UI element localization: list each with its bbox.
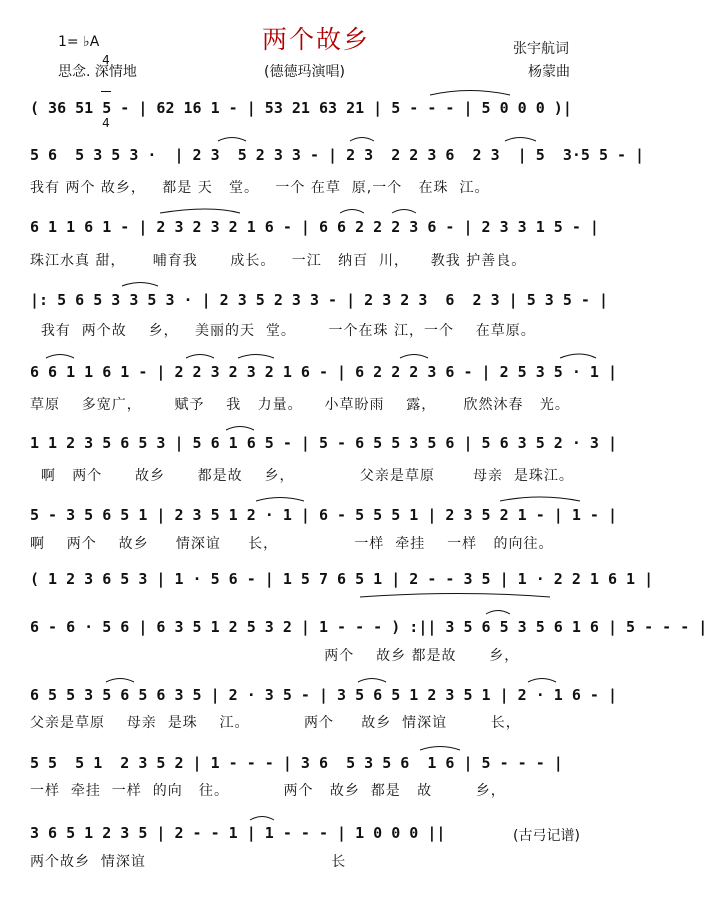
song-title: 两个故乡 (261, 25, 370, 54)
score-line-1-notes: ( 36 51 5 - | 62 16 1 - | 53 21 63 21 | 5 - - - | 5 0 0 0 )| (30, 99, 572, 117)
score-line-12-lyrics: 两个故乡 情深谊 长 (30, 854, 347, 870)
slur (486, 611, 510, 615)
slur (226, 427, 254, 431)
score-line-6-lyrics: 啊 两个 故乡 都是故 乡， 父亲是草原 母亲 是珠江。 (30, 468, 574, 484)
slur (340, 210, 364, 214)
slur (430, 91, 510, 96)
slur (500, 497, 580, 501)
composer-credit: 杨蒙曲 (528, 64, 570, 80)
score-line-10-lyrics: 父亲是草原 母亲 是珠 江。 两个 故乡 情深谊 长， (30, 715, 521, 731)
slur (250, 817, 274, 821)
slur (420, 747, 460, 751)
slur (505, 138, 536, 142)
score-line-4-lyrics: 我有 两个故 乡， 美丽的天 堂。 一个在珠 江，一个 在草原。 (30, 323, 536, 339)
score-line-11-notes: 5 5 5 1 2 3 5 2 | 1 - - - | 3 6 5 3 5 6 1 6 | 5 - - - | (30, 754, 563, 772)
score-line-11-lyrics: 一样 牵挂 一样 的向 往。 两个 故乡 都是 故 乡， (30, 783, 506, 799)
performer-credit: (德德玛演唱) (264, 64, 345, 80)
slur (560, 354, 596, 358)
slur (46, 355, 74, 359)
score-line-8-notes: ( 1 2 3 6 5 3 | 1 · 5 6 - | 1 5 7 6 5 1 | 2 - - 3 5 | 1 · 2 2 1 6 1 | (30, 570, 654, 588)
lyricist-credit: 张宇航词 (513, 41, 569, 57)
time-signature-top: 4 (102, 53, 110, 67)
volta-bracket (360, 594, 550, 598)
slur (358, 679, 386, 683)
score-line-3-lyrics: 珠江水真 甜， 哺育我 成长。 一江 纳百 川， 教我 护善良。 (30, 253, 527, 269)
score-line-5-notes: 6 6 1 1 6 1 - | 2 2 3 2 3 2 1 6 - | 6 2 2 2 3 6 - | 2 5 3 5 · 1 | (30, 363, 617, 381)
slur (350, 138, 374, 142)
score-line-9-notes: 6 - 6 · 5 6 | 6 3 5 1 2 5 3 2 | 1 - - - ) :|| 3 5 6 5 3 5 6 1 6 | 5 - - - | (30, 618, 707, 636)
slur (160, 209, 240, 213)
slur (256, 498, 304, 502)
score-line-3-notes: 6 1 1 6 1 - | 2 3 2 3 2 1 6 - | 6 6 2 2 2 3 6 - | 2 3 3 1 5 - | (30, 218, 599, 236)
transcriber-credit: (古弓记谱) (513, 828, 580, 844)
score-line-5-lyrics: 草原 多宽广， 赋予 我 力量。 小草盼雨 露， 欣然沐春 光。 (30, 397, 570, 413)
score-line-6-notes: 1 1 2 3 5 6 5 3 | 5 6 1 6 5 - | 5 - 6 5 5 3 5 6 | 5 6 3 5 2 · 3 | (30, 434, 617, 452)
score-line-2-notes: 5 6 5 3 5 3 · | 2 3 5 2 3 3 - | 2 3 2 2 3 6 2 3 | 5 3·5 5 - | (30, 146, 645, 164)
score-line-4-notes: |: 5 6 5 3 3 5 3 · | 2 3 5 2 3 3 - | 2 3 2 3 6 2 3 | 5 3 5 - | (30, 291, 608, 309)
slur (106, 679, 134, 683)
slur (218, 138, 246, 142)
score-line-7-notes: 5 - 3 5 6 5 1 | 2 3 5 1 2 · 1 | 6 - 5 5 5 1 | 2 3 5 2 1 - | 1 - | (30, 506, 617, 524)
score-line-9-lyrics: 两个 故乡 都是故 乡， (30, 648, 520, 664)
slur (392, 210, 416, 214)
slur (186, 355, 214, 359)
expression-mark: 思念. 深情地 (58, 64, 137, 80)
score-line-2-lyrics: 我有 两个 故乡， 都是 天 堂。 一个 在草 原,一个 在珠 江。 (30, 180, 490, 196)
slur (238, 355, 274, 359)
score-line-10-notes: 6 5 5 3 5 6 5 6 3 5 | 2 · 3 5 - | 3 5 6 5 1 2 3 5 1 | 2 · 1 6 - | (30, 686, 617, 704)
slur (528, 679, 556, 683)
slur (400, 355, 428, 359)
key-signature: 1= ♭A (58, 34, 100, 50)
score-line-7-lyrics: 啊 两个 故乡 情深谊 长， 一样 牵挂 一样 的向往。 (30, 536, 554, 552)
time-signature-bottom: 4 (102, 116, 110, 130)
score-line-12-notes: 3 6 5 1 2 3 5 | 2 - - 1 | 1 - - - | 1 0 0 0 || (30, 824, 446, 842)
slur (122, 283, 158, 287)
